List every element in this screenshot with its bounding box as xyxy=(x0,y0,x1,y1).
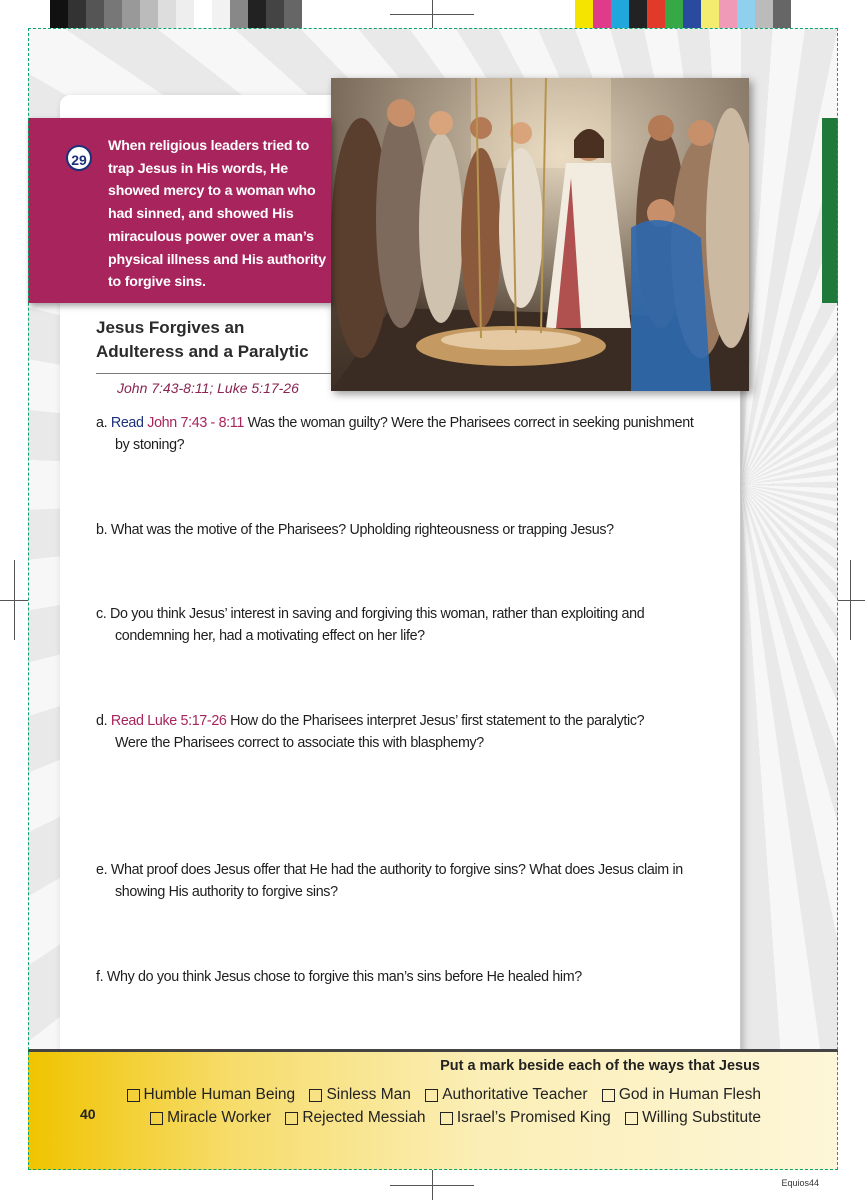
option-label: Israel’s Promised King xyxy=(456,1109,611,1126)
lesson-title-line2: Adulteress and a Paralytic xyxy=(96,342,309,361)
crop-mark xyxy=(390,14,474,15)
crop-mark xyxy=(390,1185,474,1186)
question-text: What was the motive of the Pharisees? Upholding righteousness or trapping Jesus? xyxy=(110,522,614,538)
question-text-continued: Were the Pharisees correct to associate this with blasphemy? xyxy=(115,735,484,751)
crop-mark xyxy=(838,600,865,601)
question-text-continued: by stoning? xyxy=(115,437,185,453)
lesson-number-badge: 29 xyxy=(66,145,92,171)
option-label: Humble Human Being xyxy=(143,1086,296,1103)
question-text: Was the woman guilty? Were the Pharisees correct in seeking punishment xyxy=(247,415,694,431)
question-text: Do you think Jesus’ interest in saving and forgiving this woman, rather than exploiting and xyxy=(110,606,645,622)
question-text: Why do you think Jesus chose to forgive this man’s sins before He healed him? xyxy=(106,969,582,985)
imprint-label: Equios44 xyxy=(781,1178,819,1188)
color-bar-right xyxy=(575,0,791,28)
question-text: What proof does Jesus offer that He had the authority to forgive sins? What does Jesus claim in xyxy=(110,862,683,878)
scripture-reference: John 7:43-8:11; Luke 5:17-26 xyxy=(117,380,299,396)
question-text: How do the Pharisees interpret Jesus’ first statement to the paralytic? xyxy=(230,713,645,729)
question-text-continued: showing His authority to forgive sins? xyxy=(115,884,338,900)
crop-mark xyxy=(850,560,851,640)
crop-mark xyxy=(14,560,15,640)
question-letter: c. xyxy=(96,606,107,622)
question-reference: John 7:43 - 8:11 xyxy=(147,415,244,431)
lesson-intro-text: When religious leaders tried to trap Jesus in His words, He showed mercy to a woman who had sinned, and showed His miraculous power over a man’s physical illness and His authority to forgive sins. xyxy=(108,138,326,291)
lesson-title-line1: Jesus Forgives an xyxy=(96,318,245,337)
question-letter: e. xyxy=(96,862,108,878)
question-letter: d. xyxy=(96,713,108,729)
question-letter: f. xyxy=(96,969,104,985)
color-bar-left xyxy=(50,0,302,28)
question-text-continued: condemning her, had a motivating effect on her life? xyxy=(115,628,425,644)
question-letter: a. xyxy=(96,415,108,431)
read-label: Read xyxy=(110,415,144,431)
question-reference: Read Luke 5:17-26 xyxy=(110,713,227,729)
page-number: 40 xyxy=(80,1106,96,1122)
option-label: God in Human Flesh xyxy=(618,1086,761,1103)
option-label: Authoritative Teacher xyxy=(442,1086,588,1103)
option-label: Rejected Messiah xyxy=(302,1109,426,1126)
question-letter: b. xyxy=(96,522,108,538)
checklist-instruction: Put a mark beside each of the ways that Jesus xyxy=(440,1058,760,1074)
option-label: Sinless Man xyxy=(326,1086,411,1103)
option-label: Willing Substitute xyxy=(642,1109,761,1126)
option-label: Miracle Worker xyxy=(167,1109,272,1126)
bleed-guide xyxy=(28,28,838,1170)
